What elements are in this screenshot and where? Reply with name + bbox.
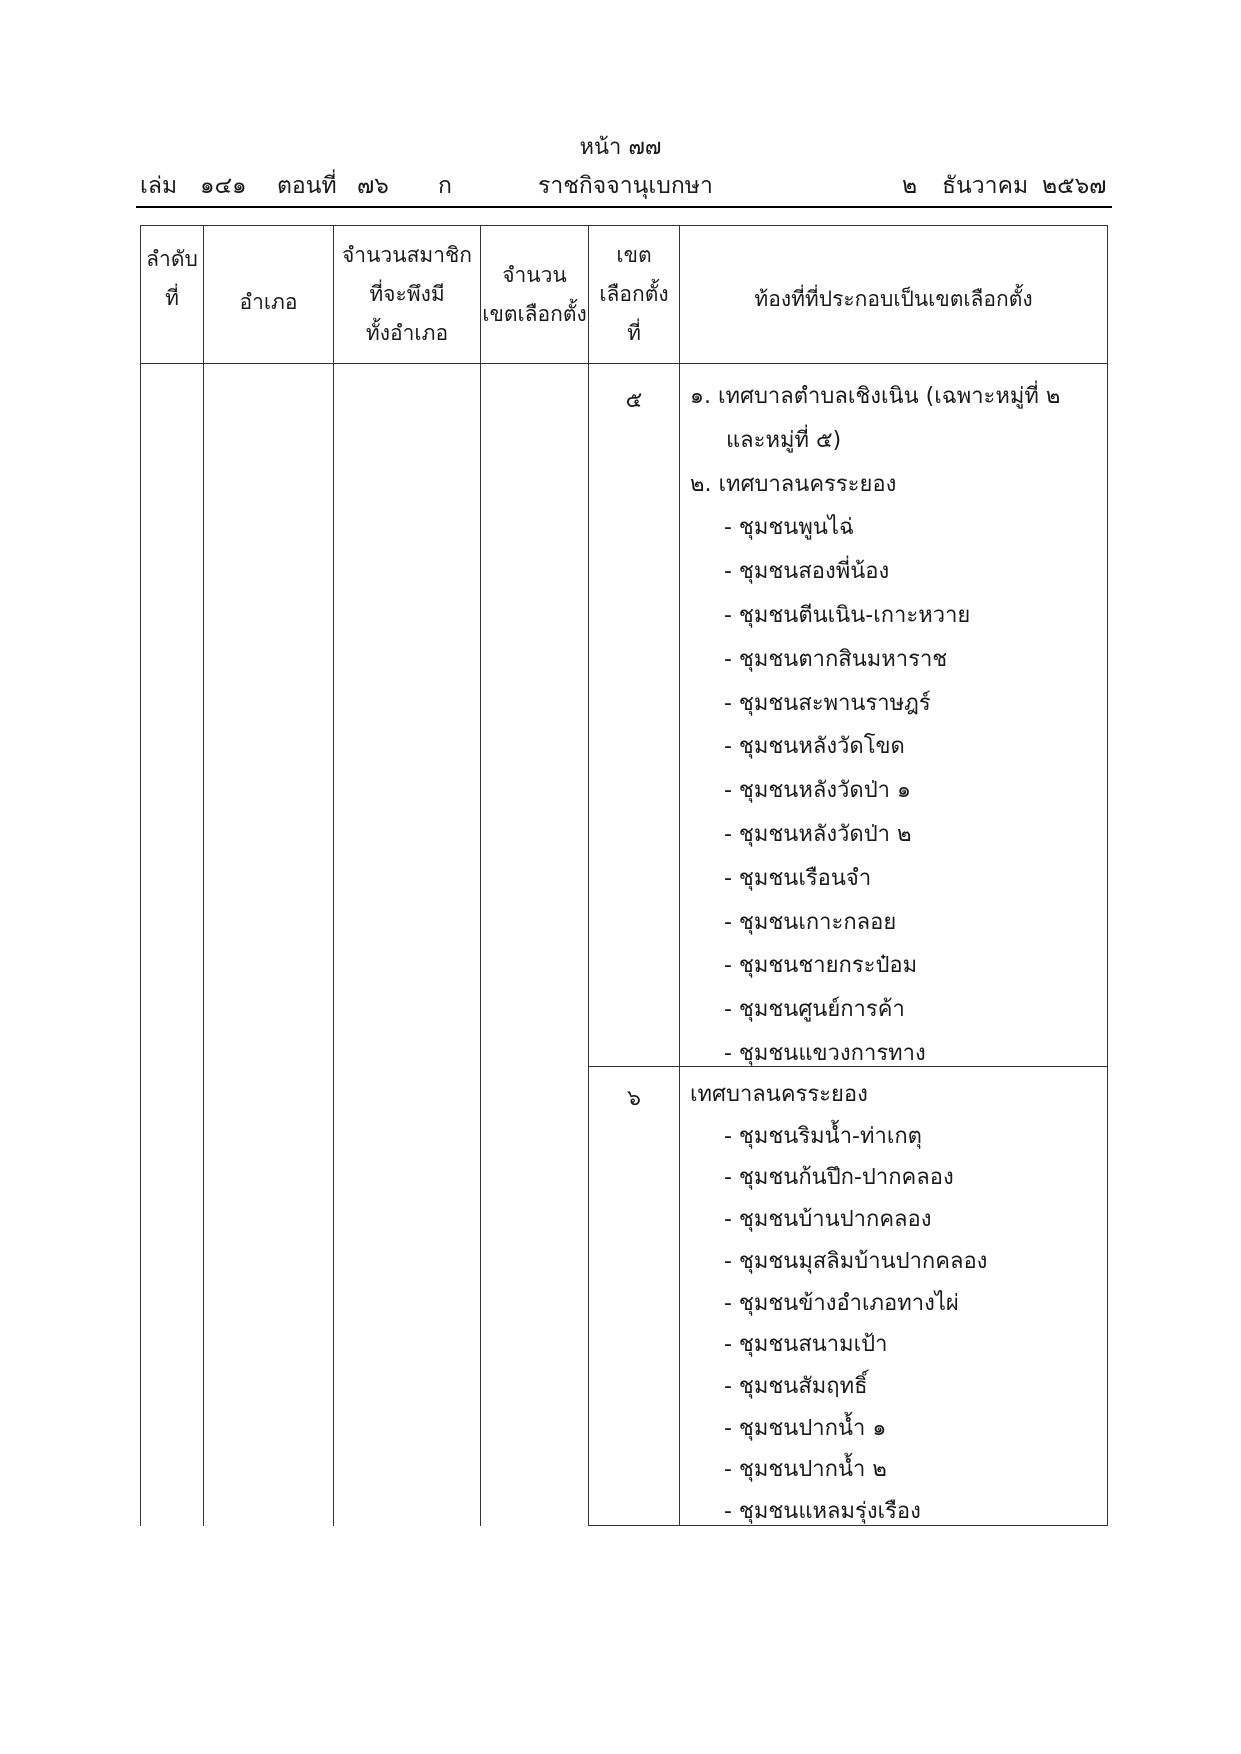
area-line: - ชุมชนก้นปึก-ปากคลอง	[724, 1165, 954, 1191]
header-order-line-2: ที่	[165, 286, 179, 310]
area-line: ๑. เทศบาลตำบลเชิงเนิน (เฉพาะหมู่ที่ ๒	[690, 384, 1061, 409]
volume-label: เล่ม	[140, 173, 178, 199]
area-line: - ชุมชนสองพี่น้อง	[724, 559, 890, 585]
header-zone-count	[481, 256, 588, 334]
header-order-line-1: ลำดับ	[146, 247, 198, 271]
header-zone-number-line-3: ที่	[627, 321, 641, 345]
area-line: - ชุมชนปากน้ำ ๒	[724, 1457, 887, 1483]
header-district	[204, 283, 333, 322]
area-line: เทศบาลนครระยอง	[690, 1082, 868, 1107]
area-line: - ชุมชนบ้านปากคลอง	[724, 1207, 932, 1233]
header-members-line-1: จำนวนสมาชิก	[341, 243, 473, 267]
header-zone-number-line-2: เลือกตั้ง	[599, 282, 669, 306]
table-header-bottom	[140, 363, 1108, 364]
area-line: - ชุมชนศูนย์การค้า	[724, 997, 905, 1023]
issue-label: ตอนที่	[277, 173, 337, 199]
area-line: - ชุมชนสัมฤทธิ์	[724, 1373, 868, 1399]
date-day: ๒	[902, 173, 918, 199]
issue-number: ๗๖	[357, 173, 389, 199]
area-line: - ชุมชนหลังวัดป่า ๒	[724, 822, 912, 847]
area-line: - ชุมชนตากสินมหาราช	[724, 646, 948, 672]
col-border-3	[480, 225, 481, 1526]
col-border-2	[333, 225, 334, 1526]
date-month: ธันวาคม	[942, 173, 1029, 199]
col-border-1	[203, 225, 204, 1526]
area-line: - ชุมชนหลังวัดโขด	[724, 734, 905, 760]
col-border-5	[679, 225, 680, 1526]
area-line: - ชุมชนแขวงการทาง	[724, 1041, 926, 1066]
header-rule	[136, 206, 1112, 208]
volume-number: ๑๔๑	[200, 173, 247, 199]
publication-name: ราชกิจจานุเบกษา	[538, 173, 713, 199]
area-line: - ชุมชนปากน้ำ ๑	[724, 1415, 887, 1441]
col-border-4	[588, 225, 589, 1526]
header-area-label: ท้องที่ที่ประกอบเป็นเขตเลือกตั้ง	[754, 287, 1033, 311]
header-district-label: อำเภอ	[239, 290, 298, 314]
area-line: - ชุมชนพูนไฉ่	[724, 515, 854, 541]
header-order	[141, 240, 203, 318]
header-members-line-2: ที่จะพึงมี	[369, 282, 445, 306]
header-zone-number	[589, 236, 679, 353]
header-members	[334, 236, 480, 353]
zone-number: ๕	[625, 388, 643, 413]
header-zone-number-line-1: เขต	[616, 243, 652, 267]
table-top-border	[140, 225, 1108, 226]
col-border-right	[1107, 225, 1108, 1526]
area-line: - ชุมชนข้างอำเภอทางไผ่	[724, 1290, 959, 1316]
area-line: - ชุมชนเกาะกลอย	[724, 909, 897, 935]
section-letter: ก	[438, 173, 452, 199]
area-line: - ชุมชนริมน้ำ-ท่าเกตุ	[724, 1123, 922, 1149]
header-members-line-3: ทั้งอำเภอ	[365, 321, 449, 345]
date-year: ๒๕๖๗	[1042, 173, 1107, 199]
area-line: - ชุมชนมุสลิมบ้านปากคลอง	[724, 1248, 988, 1274]
header-area	[680, 280, 1107, 319]
area-line: - ชุมชนหลังวัดป่า ๑	[724, 778, 911, 804]
page-number: หน้า ๗๗	[579, 135, 662, 160]
area-line: - ชุมชนสนามเป้า	[724, 1332, 888, 1358]
col-border-left	[140, 225, 141, 1526]
header-zone-count-line-1: จำนวน	[502, 263, 567, 287]
area-line: - ชุมชนสะพานราษฎร์	[724, 690, 931, 716]
area-line: - ชุมชนตีนเนิน-เกาะหวาย	[724, 603, 971, 628]
zone-number: ๖	[627, 1086, 641, 1111]
area-line: - ชุมชนเรือนจำ	[724, 865, 872, 891]
header-zone-count-line-2: เขตเลือกตั้ง	[482, 302, 587, 326]
area-line: - ชุมชนชายกระป๋อม	[724, 953, 918, 979]
area-line: - ชุมชนแหลมรุ่งเรือง	[724, 1499, 921, 1524]
area-line: ๒. เทศบาลนครระยอง	[690, 471, 897, 497]
area-line: และหมู่ที่ ๕)	[726, 427, 842, 453]
